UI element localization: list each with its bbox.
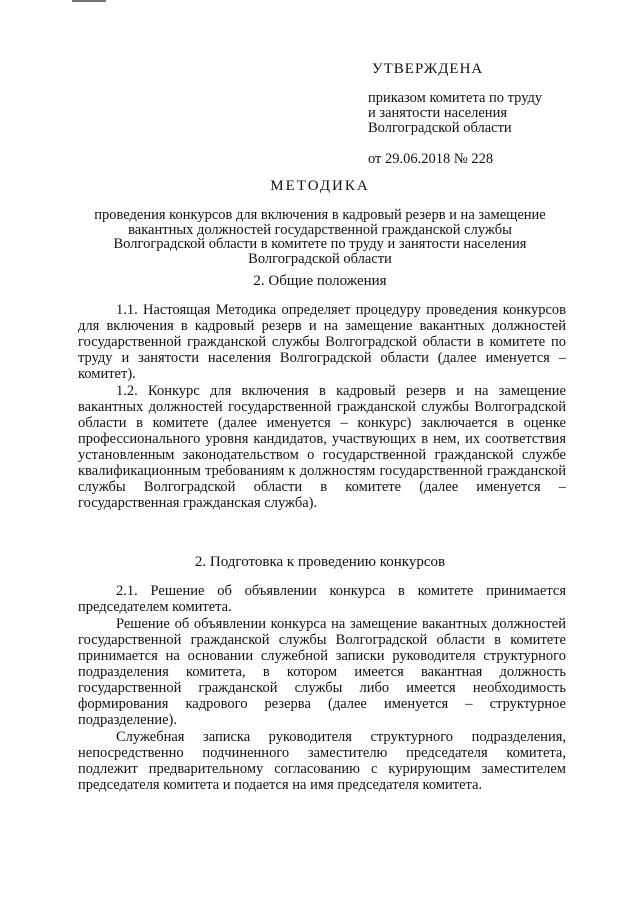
section-heading-general: 2. Общие положения: [253, 273, 387, 289]
section-general-body: [78, 302, 566, 511]
subtitle-line: вакантных должностей государственной гражданской службы: [128, 221, 512, 238]
approval-date-line: от 29.06.2018 № 228: [368, 151, 494, 167]
approval-line-2: и занятости населения: [368, 105, 507, 121]
approval-block: [368, 62, 628, 167]
approval-heading: УТВЕРЖДЕНА: [372, 61, 484, 77]
document-subtitle: [60, 208, 580, 266]
approval-line-1: приказом комитета по труду: [368, 90, 543, 106]
approval-line-3: Волгоградской области: [368, 120, 512, 136]
scan-artifact: [72, 0, 106, 2]
subtitle-line: Волгоградской области в комитете по труду и занятости населения: [113, 236, 527, 252]
subtitle-line: Волгоградской области: [248, 250, 392, 267]
section-preparation-body: [78, 583, 566, 793]
paragraph: 1.2. Конкурс для включения в кадровый резерв и на замещение вакантных должностей государственной гражданской службы Волгоградской области в комитете (далее именуется – конкурс) заключается в оценке профессионального уровня кандидатов, участвующих в нем, их соответствия установленным законодательством о государственной гражданской службе квалификационным требованиям к должностям государственной гражданской службы Волгоградской области в комитете (далее именуется – государственная гражданская служба).: [78, 383, 566, 511]
paragraph: Решение об объявлении конкурса на замещение вакантных должностей государственной гражданской службы Волгоградской области в комитете принимается на основании служебной записки руководителя структурного подразделения комитета, в котором имеется вакантная должность государственной гражданской службы либо имеется необходимость формирования кадрового резерва (далее именуется – структурное подразделение).: [78, 616, 566, 728]
subtitle-line: проведения конкурсов для включения в кадровый резерв и на замещение: [94, 207, 546, 223]
section-heading-preparation: 2. Подготовка к проведению конкурсов: [194, 554, 446, 570]
paragraph: Служебная записка руководителя структурного подразделения, непосредственно подчиненного заместителю председателя комитета, подлежит предварительному согласованию с курирующим заместителем председателя комитета и подается на имя председателя комитета.: [78, 729, 566, 793]
paragraph: 2.1. Решение об объявлении конкурса в комитете принимается председателем комитета.: [78, 583, 566, 615]
document-title: МЕТОДИКА: [270, 178, 370, 194]
paragraph: 1.1. Настоящая Методика определяет процедуру проведения конкурсов для включения в кадровый резерв и на замещение вакантных должностей государственной гражданской службы Волгоградской области в комитете по труду и занятости населения Волгоградской области (далее именуется – комитет).: [78, 302, 566, 382]
